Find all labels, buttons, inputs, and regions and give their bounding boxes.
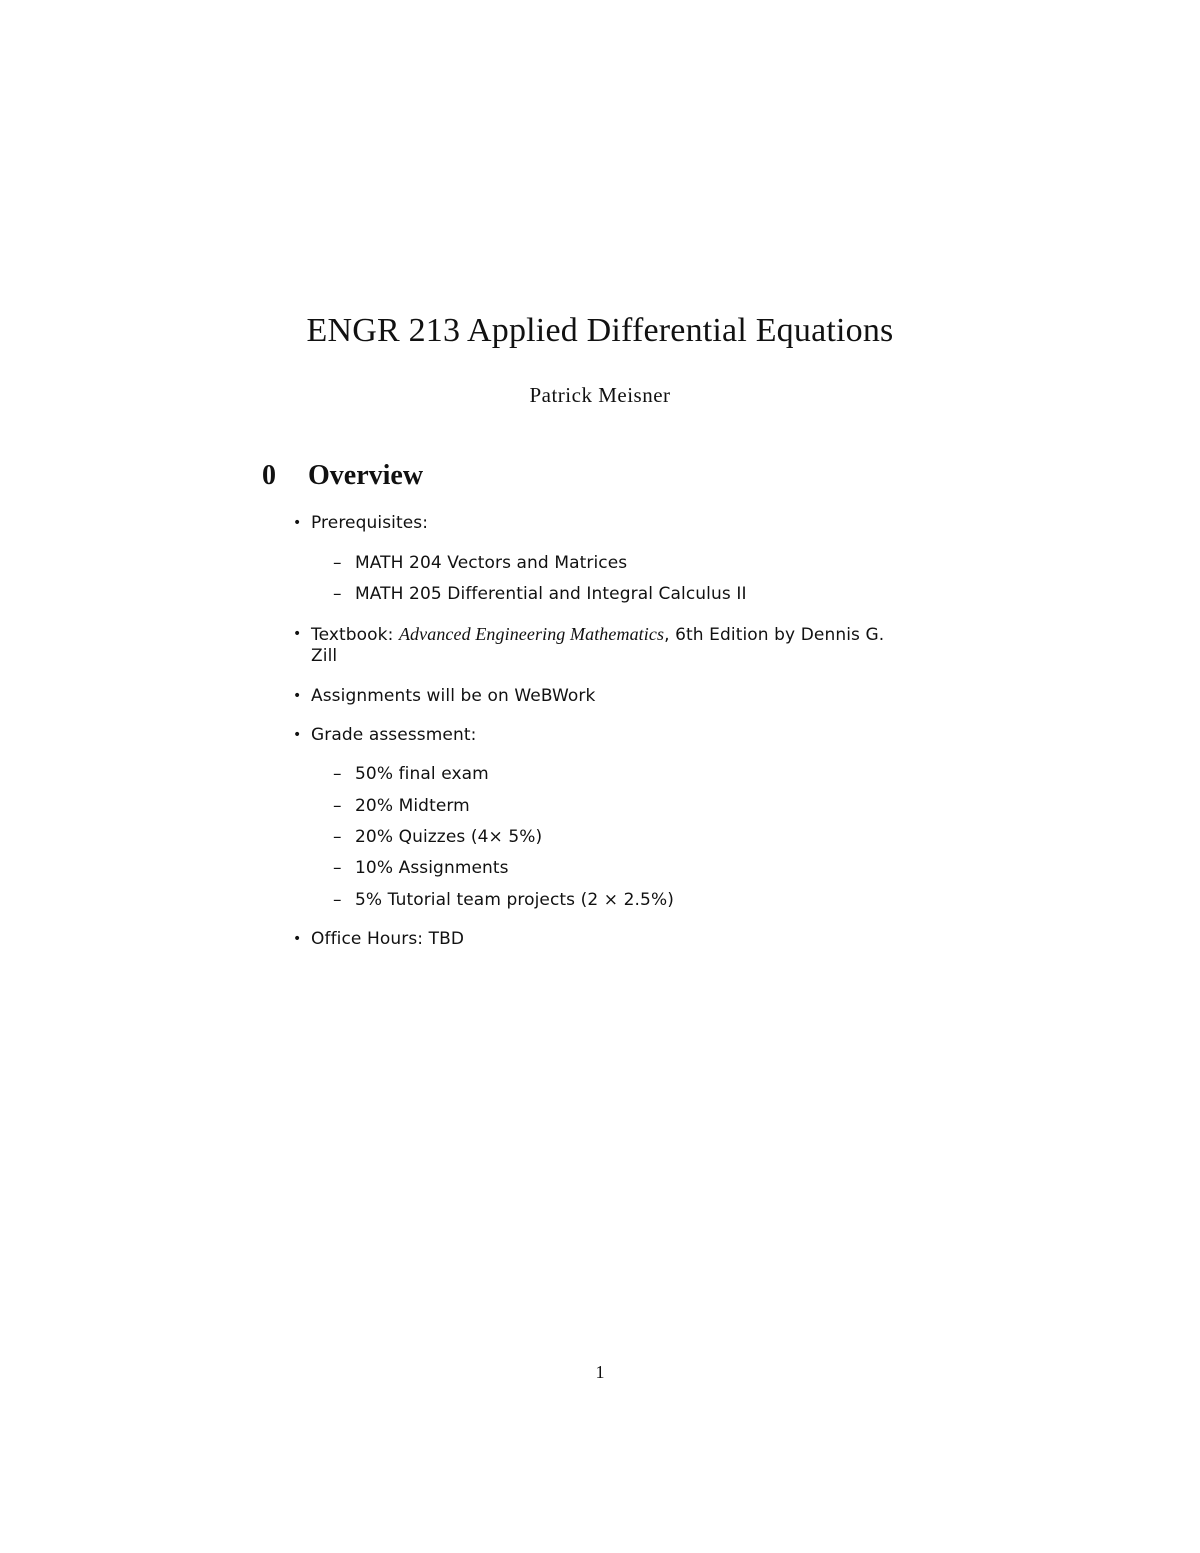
grade-midterm: 20% Midterm (355, 796, 470, 816)
textbook-continuation: Zill (311, 646, 338, 666)
bullet-icon: • (293, 515, 302, 531)
section-number: 0 (262, 460, 276, 491)
dash-icon: – (333, 827, 342, 847)
bullet-icon: • (293, 688, 302, 704)
list-item-assignments: Assignments will be on WeBWork (311, 686, 596, 706)
sub-item-math204: MATH 204 Vectors and Matrices (355, 553, 628, 573)
textbook-edition: , 6th Edition by Dennis G. (664, 625, 885, 645)
list-item-office-hours: Office Hours: TBD (311, 929, 465, 949)
section-title: Overview (308, 460, 424, 491)
sub-item-math205: MATH 205 Differential and Integral Calculus II (355, 584, 747, 604)
bullet-icon: • (293, 931, 302, 947)
grade-assignments: 10% Assignments (355, 858, 509, 878)
textbook-title: Advanced Engineering Mathematics (398, 624, 665, 644)
list-item-grade-assessment: Grade assessment: (311, 725, 477, 745)
grade-final-exam: 50% final exam (355, 764, 489, 784)
textbook-label: Textbook: (311, 625, 399, 645)
dash-icon: – (333, 796, 342, 816)
grade-quizzes: 20% Quizzes (4× 5%) (355, 827, 543, 847)
dash-icon: – (333, 553, 342, 573)
document-author: Patrick Meisner (529, 383, 671, 407)
bullet-icon: • (293, 727, 302, 743)
document-title: ENGR 213 Applied Differential Equations (306, 312, 894, 349)
page-number: 1 (595, 1362, 605, 1382)
bullet-icon: • (293, 626, 302, 642)
list-item-prerequisites: Prerequisites: (311, 513, 429, 533)
list-item-textbook (311, 623, 884, 646)
dash-icon: – (333, 858, 342, 878)
dash-icon: – (333, 764, 342, 784)
dash-icon: – (333, 890, 342, 910)
dash-icon: – (333, 584, 342, 604)
section-heading (262, 460, 423, 492)
grade-tutorial-projects: 5% Tutorial team projects (2 × 2.5%) (355, 890, 674, 910)
